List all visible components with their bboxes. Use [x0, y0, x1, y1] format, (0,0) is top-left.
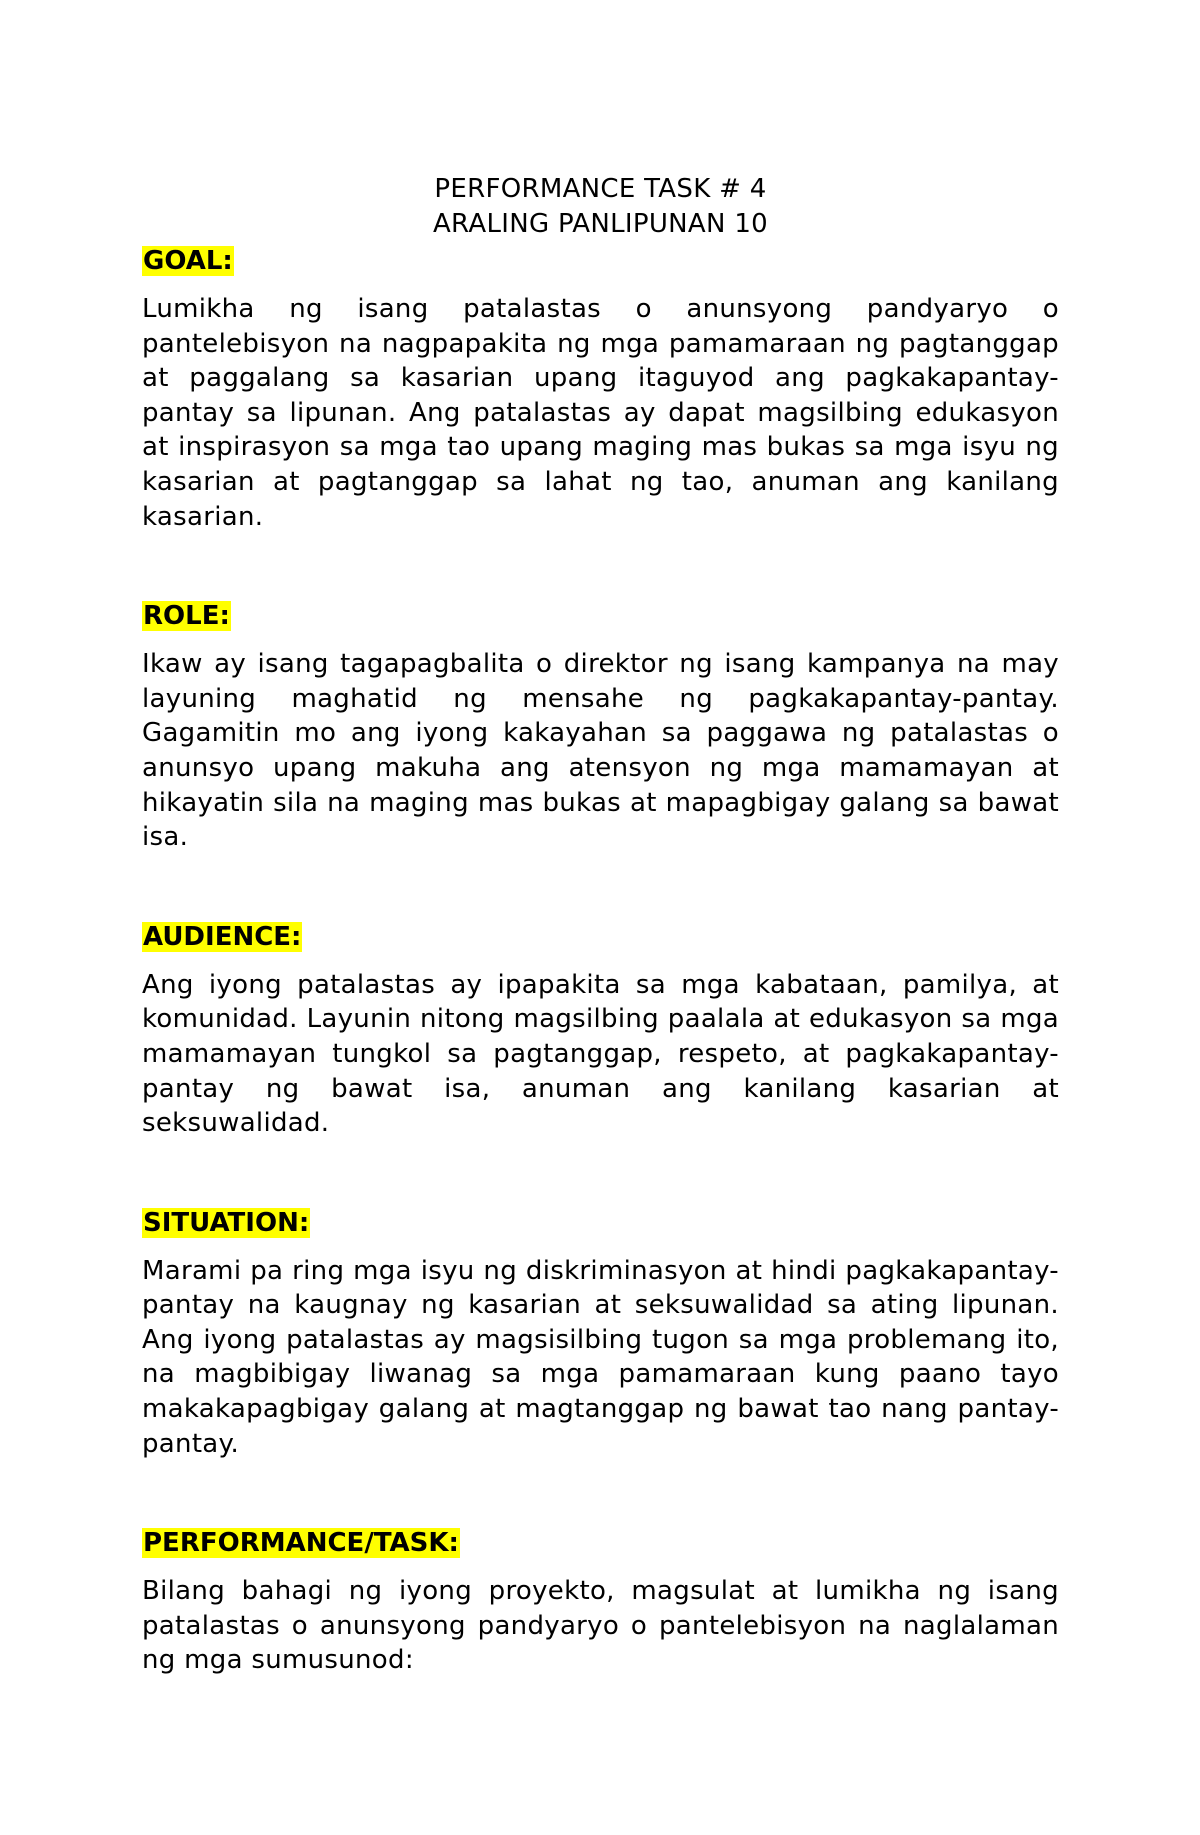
role-section [142, 599, 1059, 855]
performance-task-text: Bilang bahagi ng iyong proyekto, magsulat at lumikha ng isang patalastas o anunsyong pandyaryo o pantelebisyon na naglalaman ng mga sumusunod: [142, 1576, 1059, 1676]
situation-text: Marami pa ring mga isyu ng diskriminasyon at hindi pagkakapantay-pantay na kaugnay ng kasarian at seksuwalidad sa ating lipunan. Ang iyong patalastas ay magsisilbing tugon sa mga problemang ito, na magbibigay liwanag sa mga pamamaraan kung paano tayo makakapagbigay galang at magtanggap ng bawat tao nang pantay-pantay. [142, 1255, 1059, 1459]
situation-section [142, 1206, 1059, 1462]
goal-section [142, 244, 1059, 534]
audience-section [142, 920, 1059, 1141]
document-title-line-1: PERFORMANCE TASK # 4 [434, 174, 767, 204]
role-text: Ikaw ay isang tagapagbalita o direktor ng isang kampanya na may layuning maghatid ng mensahe ng pagkakapantay-pantay. Gagamitin mo ang iyong kakayahan sa paggawa ng patalastas o anunsyo upang makuha ang atensyon ng mga mamamayan at hikayatin sila na maging mas bukas at mapagbigay galang sa bawat isa. [142, 649, 1059, 853]
audience-text: Ang iyong patalastas ay ipapakita sa mga kabataan, pamilya, at komunidad. Layunin nitong magsilbing paalala at edukasyon sa mga mamamayan tungkol sa pagtanggap, respeto, at pagkakapantay-pantay ng bawat isa, anuman ang kanilang kasarian at seksuwalidad. [142, 969, 1059, 1139]
performance-task-section [142, 1526, 1059, 1678]
document-content [142, 172, 1059, 1678]
performance-task-heading: PERFORMANCE/TASK: [143, 1528, 459, 1559]
situation-heading: SITUATION: [143, 1207, 310, 1238]
audience-heading: AUDIENCE: [143, 921, 302, 952]
goal-heading: GOAL: [143, 246, 233, 276]
document-title-line-2: ARALING PANLIPUNAN 10 [432, 209, 769, 239]
role-heading: ROLE: [143, 601, 230, 632]
goal-text: Lumikha ng isang patalastas o anunsyong pandyaryo o pantelebisyon na nagpapakita ng mga pamamaraan ng pagtanggap at paggalang sa kasarian upang itaguyod ang pagkakapantay-pantay sa lipunan. Ang patalastas ay dapat magsilbing edukasyon at inspirasyon sa mga tao upang maging mas bukas sa mga isyu ng kasarian at pagtanggap sa lahat ng tao, anuman ang kanilang kasarian. [142, 294, 1059, 532]
